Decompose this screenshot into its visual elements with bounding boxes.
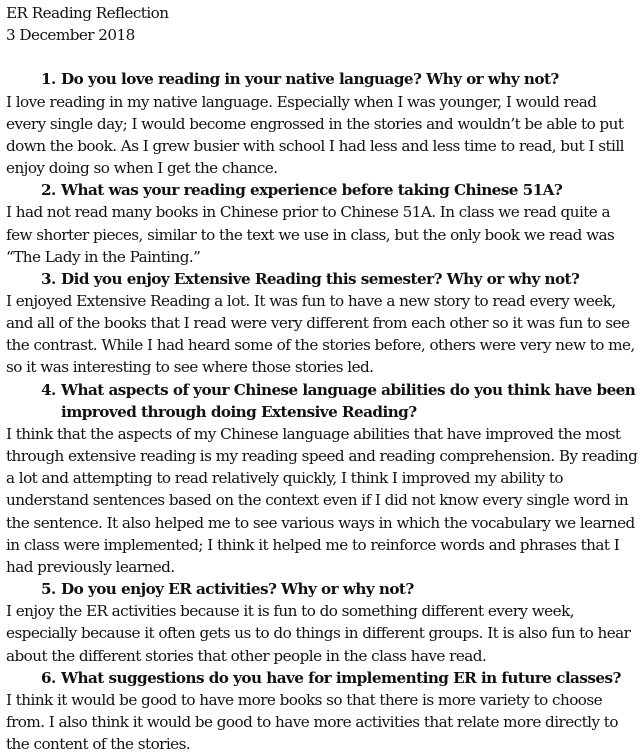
question-number: 4. [41,380,56,399]
question-number: 2. [41,181,56,200]
question-5 [6,578,640,600]
question-text: What was your reading experience before taking Chinese 51A? [61,181,563,200]
answer-4: I think that the aspects of my Chinese language abilities that have improved the most through extensive reading is my reading speed and reading comprehension. By reading a lot and attempting to read relatively quickly, I think I improved my ability to understand sentences based on the context even if I did not know every single word in the sentence. It also helped me to see various ways in which the vocabulary we learned in class were implemented; I think it helped me to reinforce words and phrases that I had previously learned. [6,424,638,576]
answer-2: I had not read many books in Chinese prior to Chinese 51A. In class we read quite a few shorter pieces, similar to the text we use in class, but the only book we read was “The Lady in the Painting.” [6,203,615,266]
question-6 [6,667,640,689]
answer-1: I love reading in my native language. Especially when I was younger, I would read every single day; I would become engrossed in the stories and wouldn’t be able to put down the book. As I grew busier with school I had less and less time to read, but I still enjoy doing so when I get the chance. [6,92,624,178]
answer-6: I think it would be good to have more books so that there is more variety to choose from. I also think it would be good to have more activities that relate more directly to the content of the stories. [6,690,618,754]
question-number: 1. [41,70,56,89]
question-text: What aspects of your Chinese language abilities do you think have been improved through doing Extensive Reading? [61,380,636,421]
question-2 [6,179,640,201]
question-1 [6,68,640,90]
question-number: 5. [41,580,56,599]
question-text: Do you love reading in your native language? Why or why not? [61,70,559,89]
document-page [6,2,640,755]
blank-line [6,46,640,68]
question-3 [6,268,640,290]
document-title: ER Reading Reflection [6,4,169,22]
question-number: 6. [41,668,56,687]
question-number: 3. [41,269,56,288]
document-date: 3 December 2018 [6,26,135,45]
answer-3: I enjoyed Extensive Reading a lot. It was fun to have a new story to read every week, and all of the books that I read were very different from each other so it was fun to see the contrast. While I had heard some of the stories before, others were very new to me, so it was interesting to see where those stories led. [6,292,635,377]
question-text: Did you enjoy Extensive Reading this semester? Why or why not? [61,269,580,288]
question-text: Do you enjoy ER activities? Why or why not? [61,580,414,599]
question-text: What suggestions do you have for implementing ER in future classes? [61,668,621,687]
question-4 [6,379,640,423]
answer-5: I enjoy the ER activities because it is fun to do something different every week, especially because it often gets us to do things in different groups. It is also fun to hear about the different stories that other people in the class have read. [6,602,631,665]
